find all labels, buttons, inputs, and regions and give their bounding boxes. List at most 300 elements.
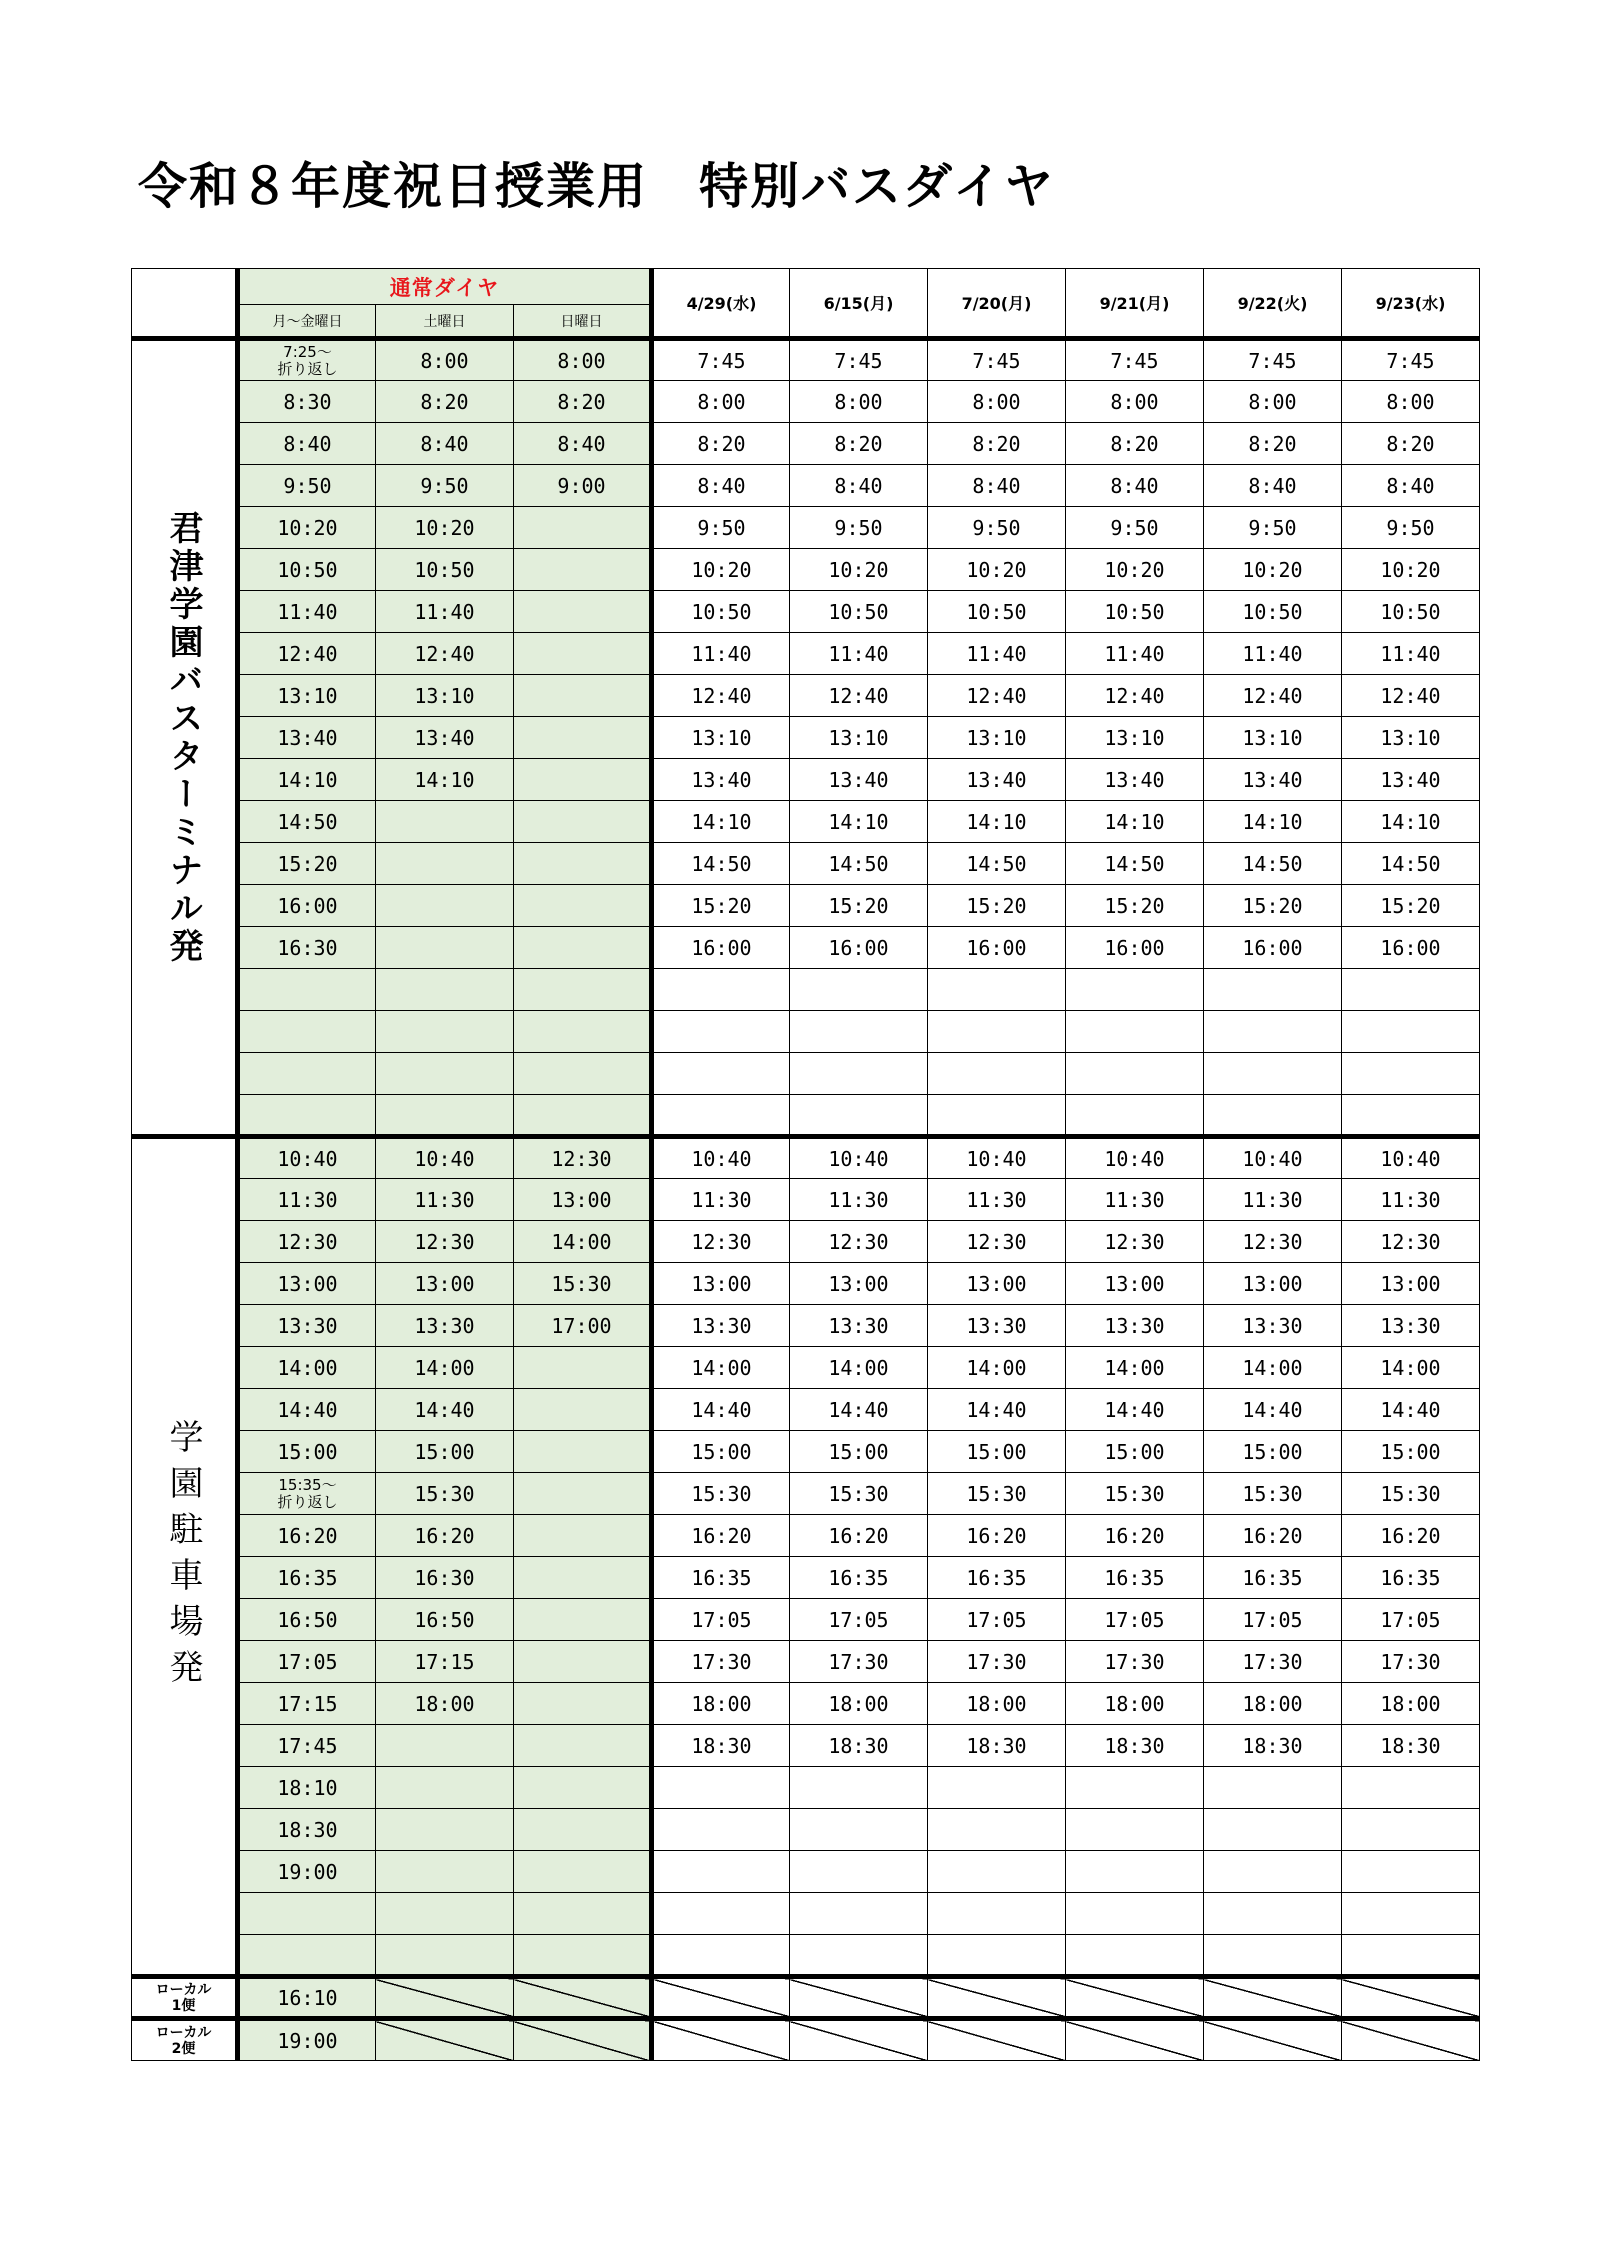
holiday-time-cell: 8:40 — [1204, 465, 1342, 507]
holiday-time-cell: 13:30 — [1342, 1305, 1480, 1347]
holiday-time-cell: 14:10 — [928, 801, 1066, 843]
normal-time-cell — [376, 1767, 514, 1809]
table-row — [132, 1893, 1480, 1935]
table-row — [132, 717, 1480, 759]
holiday-time-cell: 16:35 — [1342, 1557, 1480, 1599]
normal-time-cell — [514, 1515, 652, 1557]
holiday-time-cell: 9:50 — [1342, 507, 1480, 549]
holiday-time-cell: 12:30 — [1342, 1221, 1480, 1263]
holiday-time-cell: 8:20 — [652, 423, 790, 465]
holiday-time-cell — [1204, 1935, 1342, 1977]
holiday-time-cell: 13:40 — [928, 759, 1066, 801]
holiday-time-cell: 17:05 — [652, 1599, 790, 1641]
holiday-time-cell: 10:20 — [790, 549, 928, 591]
holiday-time-cell — [790, 1809, 928, 1851]
holiday-time-cell: 9:50 — [790, 507, 928, 549]
holiday-time-cell: 8:40 — [790, 465, 928, 507]
holiday-time-cell: 8:40 — [1342, 465, 1480, 507]
local-empty-cell — [790, 2019, 928, 2061]
holiday-time-cell: 13:40 — [1066, 759, 1204, 801]
normal-time-cell — [514, 717, 652, 759]
holiday-time-cell — [1204, 1011, 1342, 1053]
holiday-time-cell: 16:20 — [790, 1515, 928, 1557]
holiday-time-cell: 14:10 — [652, 801, 790, 843]
table-row — [132, 1179, 1480, 1221]
local-time-cell: 16:10 — [238, 1977, 376, 2019]
normal-time-cell: 17:00 — [514, 1305, 652, 1347]
holiday-time-cell: 10:20 — [652, 549, 790, 591]
holiday-time-cell — [652, 969, 790, 1011]
normal-time-cell — [514, 507, 652, 549]
holiday-time-cell: 17:30 — [1204, 1641, 1342, 1683]
holiday-time-cell: 16:00 — [652, 927, 790, 969]
normal-time-cell — [376, 969, 514, 1011]
normal-time-cell: 10:50 — [376, 549, 514, 591]
holiday-time-cell: 15:30 — [1204, 1473, 1342, 1515]
holiday-time-cell: 12:40 — [790, 675, 928, 717]
holiday-time-cell: 15:30 — [652, 1473, 790, 1515]
holiday-time-cell: 13:30 — [790, 1305, 928, 1347]
holiday-time-cell — [1204, 1095, 1342, 1137]
holiday-time-cell: 11:30 — [1342, 1179, 1480, 1221]
local-empty-cell — [928, 1977, 1066, 2019]
holiday-time-cell — [1066, 1095, 1204, 1137]
holiday-time-cell: 13:30 — [1204, 1305, 1342, 1347]
header-corner — [132, 269, 238, 339]
normal-time-cell — [514, 1011, 652, 1053]
local-empty-cell — [652, 2019, 790, 2061]
holiday-time-cell: 15:30 — [790, 1473, 928, 1515]
normal-time-cell: 14:00 — [238, 1347, 376, 1389]
local-empty-cell — [928, 2019, 1066, 2061]
holiday-time-cell: 11:40 — [1066, 633, 1204, 675]
holiday-time-cell — [928, 1935, 1066, 1977]
holiday-time-cell: 16:35 — [652, 1557, 790, 1599]
date-header: 6/15(月) — [790, 269, 928, 339]
normal-time-cell: 8:30 — [238, 381, 376, 423]
normal-time-cell: 10:40 — [376, 1137, 514, 1179]
holiday-time-cell — [652, 1935, 790, 1977]
holiday-time-cell: 8:00 — [1204, 381, 1342, 423]
normal-time-cell: 15:20 — [238, 843, 376, 885]
holiday-time-cell — [928, 1053, 1066, 1095]
normal-time-cell — [376, 885, 514, 927]
holiday-time-cell: 16:20 — [1342, 1515, 1480, 1557]
normal-time-cell: 9:50 — [376, 465, 514, 507]
holiday-time-cell: 14:50 — [928, 843, 1066, 885]
holiday-time-cell: 8:00 — [1066, 381, 1204, 423]
holiday-time-cell: 13:40 — [1342, 759, 1480, 801]
normal-time-cell — [376, 1851, 514, 1893]
holiday-time-cell: 10:20 — [1342, 549, 1480, 591]
normal-time-cell: 14:00 — [376, 1347, 514, 1389]
normal-time-cell — [514, 801, 652, 843]
holiday-time-cell: 8:00 — [790, 381, 928, 423]
holiday-time-cell: 9:50 — [928, 507, 1066, 549]
normal-time-cell — [376, 843, 514, 885]
table-row — [132, 339, 1480, 381]
holiday-time-cell: 12:30 — [652, 1221, 790, 1263]
holiday-time-cell — [1342, 1011, 1480, 1053]
table-row — [132, 1473, 1480, 1515]
holiday-time-cell: 8:00 — [1342, 381, 1480, 423]
date-header: 9/21(月) — [1066, 269, 1204, 339]
normal-time-cell — [376, 801, 514, 843]
holiday-time-cell: 17:30 — [1342, 1641, 1480, 1683]
normal-time-cell: 13:40 — [238, 717, 376, 759]
holiday-time-cell: 12:30 — [928, 1221, 1066, 1263]
holiday-time-cell — [1342, 1893, 1480, 1935]
table-row — [132, 885, 1480, 927]
holiday-time-cell: 11:30 — [652, 1179, 790, 1221]
holiday-time-cell — [1342, 1767, 1480, 1809]
holiday-time-cell: 13:00 — [790, 1263, 928, 1305]
holiday-time-cell — [1066, 969, 1204, 1011]
holiday-time-cell: 11:40 — [928, 633, 1066, 675]
normal-time-cell: 13:30 — [238, 1305, 376, 1347]
holiday-time-cell: 14:00 — [1342, 1347, 1480, 1389]
holiday-time-cell — [1342, 1095, 1480, 1137]
normal-time-cell — [514, 1851, 652, 1893]
holiday-time-cell: 16:35 — [1066, 1557, 1204, 1599]
table-row — [132, 969, 1480, 1011]
local-empty-cell — [376, 1977, 514, 2019]
holiday-time-cell: 16:00 — [790, 927, 928, 969]
holiday-time-cell: 14:10 — [1204, 801, 1342, 843]
holiday-time-cell — [1342, 1935, 1480, 1977]
holiday-time-cell — [1342, 969, 1480, 1011]
holiday-time-cell: 10:20 — [1204, 549, 1342, 591]
holiday-time-cell: 16:00 — [928, 927, 1066, 969]
normal-time-cell — [376, 1935, 514, 1977]
normal-time-cell — [514, 1683, 652, 1725]
holiday-time-cell: 14:00 — [1204, 1347, 1342, 1389]
holiday-time-cell: 13:30 — [928, 1305, 1066, 1347]
holiday-time-cell: 16:35 — [928, 1557, 1066, 1599]
holiday-time-cell: 12:30 — [1204, 1221, 1342, 1263]
holiday-time-cell: 7:45 — [652, 339, 790, 381]
holiday-time-cell: 8:20 — [1066, 423, 1204, 465]
holiday-time-cell — [1342, 1851, 1480, 1893]
holiday-time-cell — [1204, 1851, 1342, 1893]
holiday-time-cell: 13:10 — [1342, 717, 1480, 759]
normal-time-cell: 17:05 — [238, 1641, 376, 1683]
holiday-time-cell — [1066, 1935, 1204, 1977]
table-row — [132, 843, 1480, 885]
section-label-text: 学園駐車場発 — [163, 1418, 203, 1695]
table-row — [132, 1011, 1480, 1053]
holiday-time-cell — [1066, 1767, 1204, 1809]
normal-time-cell — [514, 927, 652, 969]
holiday-time-cell: 16:35 — [1204, 1557, 1342, 1599]
holiday-time-cell: 9:50 — [1066, 507, 1204, 549]
normal-time-cell: 11:40 — [238, 591, 376, 633]
holiday-time-cell: 7:45 — [1342, 339, 1480, 381]
holiday-time-cell: 13:00 — [1342, 1263, 1480, 1305]
table-row — [132, 1263, 1480, 1305]
normal-time-cell — [238, 1053, 376, 1095]
normal-time-cell — [376, 1011, 514, 1053]
table-row — [132, 1767, 1480, 1809]
holiday-time-cell — [652, 1893, 790, 1935]
holiday-time-cell: 14:10 — [1342, 801, 1480, 843]
holiday-time-cell: 7:45 — [1066, 339, 1204, 381]
holiday-time-cell: 8:20 — [928, 423, 1066, 465]
holiday-time-cell: 10:40 — [1342, 1137, 1480, 1179]
normal-time-cell: 8:40 — [376, 423, 514, 465]
day-type-header: 日曜日 — [514, 305, 652, 339]
holiday-time-cell: 15:20 — [1066, 885, 1204, 927]
holiday-time-cell: 18:00 — [652, 1683, 790, 1725]
normal-time-cell: 13:10 — [238, 675, 376, 717]
normal-time-cell: 16:50 — [376, 1599, 514, 1641]
holiday-time-cell: 7:45 — [1204, 339, 1342, 381]
holiday-time-cell: 15:20 — [790, 885, 928, 927]
holiday-time-cell — [652, 1809, 790, 1851]
holiday-time-cell: 12:40 — [652, 675, 790, 717]
holiday-time-cell: 16:20 — [928, 1515, 1066, 1557]
holiday-time-cell — [928, 1011, 1066, 1053]
table-row — [132, 1641, 1480, 1683]
bus-timetable — [131, 268, 1480, 2061]
normal-time-cell: 18:00 — [376, 1683, 514, 1725]
holiday-time-cell: 10:40 — [652, 1137, 790, 1179]
local-empty-cell — [1066, 2019, 1204, 2061]
holiday-time-cell: 10:50 — [1204, 591, 1342, 633]
normal-time-cell: 8:40 — [238, 423, 376, 465]
holiday-time-cell — [928, 1809, 1066, 1851]
holiday-time-cell — [1204, 1053, 1342, 1095]
table-row — [132, 1221, 1480, 1263]
holiday-time-cell: 10:50 — [928, 591, 1066, 633]
holiday-time-cell: 15:00 — [928, 1431, 1066, 1473]
table-row — [132, 381, 1480, 423]
holiday-time-cell: 14:00 — [1066, 1347, 1204, 1389]
holiday-time-cell: 17:05 — [790, 1599, 928, 1641]
holiday-time-cell: 15:20 — [1342, 885, 1480, 927]
normal-time-cell: 14:10 — [238, 759, 376, 801]
holiday-time-cell: 14:40 — [928, 1389, 1066, 1431]
normal-time-cell: 9:50 — [238, 465, 376, 507]
holiday-time-cell: 16:00 — [1342, 927, 1480, 969]
holiday-time-cell: 11:30 — [790, 1179, 928, 1221]
normal-time-cell — [514, 1431, 652, 1473]
holiday-time-cell: 7:45 — [928, 339, 1066, 381]
normal-time-cell: 8:20 — [514, 381, 652, 423]
holiday-time-cell: 9:50 — [1204, 507, 1342, 549]
date-header: 9/23(水) — [1342, 269, 1480, 339]
normal-time-cell — [514, 1893, 652, 1935]
normal-time-cell: 17:15 — [376, 1641, 514, 1683]
normal-time-cell: 12:30 — [238, 1221, 376, 1263]
holiday-time-cell — [652, 1095, 790, 1137]
holiday-time-cell: 11:30 — [1204, 1179, 1342, 1221]
normal-time-cell — [514, 969, 652, 1011]
normal-time-cell: 16:30 — [376, 1557, 514, 1599]
page-title: 令和８年度祝日授業用 特別バスダイヤ — [138, 158, 1056, 215]
holiday-time-cell: 16:20 — [1066, 1515, 1204, 1557]
holiday-time-cell — [928, 1851, 1066, 1893]
normal-time-cell: 13:10 — [376, 675, 514, 717]
table-row — [132, 1053, 1480, 1095]
normal-time-cell — [514, 549, 652, 591]
normal-time-cell: 13:00 — [514, 1179, 652, 1221]
holiday-time-cell — [790, 1767, 928, 1809]
day-type-header: 月～金曜日 — [238, 305, 376, 339]
table-row — [132, 1515, 1480, 1557]
holiday-time-cell — [928, 1095, 1066, 1137]
normal-time-cell: 19:00 — [238, 1851, 376, 1893]
holiday-time-cell — [928, 1767, 1066, 1809]
normal-time-cell: 13:00 — [238, 1263, 376, 1305]
normal-time-cell: 10:40 — [238, 1137, 376, 1179]
section-label-terminal — [132, 339, 238, 1137]
normal-time-cell — [514, 885, 652, 927]
holiday-time-cell: 13:00 — [928, 1263, 1066, 1305]
table-row — [132, 801, 1480, 843]
local-empty-cell — [1066, 1977, 1204, 2019]
holiday-time-cell: 8:40 — [928, 465, 1066, 507]
holiday-time-cell: 18:00 — [790, 1683, 928, 1725]
holiday-time-cell: 8:20 — [1204, 423, 1342, 465]
holiday-time-cell: 8:20 — [1342, 423, 1480, 465]
holiday-time-cell: 15:20 — [928, 885, 1066, 927]
holiday-time-cell: 13:10 — [790, 717, 928, 759]
holiday-time-cell: 14:00 — [790, 1347, 928, 1389]
local-empty-cell — [1342, 1977, 1480, 2019]
normal-time-cell: 14:10 — [376, 759, 514, 801]
normal-time-cell — [238, 969, 376, 1011]
holiday-time-cell: 17:05 — [928, 1599, 1066, 1641]
holiday-time-cell: 13:10 — [1066, 717, 1204, 759]
holiday-time-cell: 8:40 — [652, 465, 790, 507]
local-empty-cell — [790, 1977, 928, 2019]
holiday-time-cell: 7:45 — [790, 339, 928, 381]
holiday-time-cell: 11:30 — [928, 1179, 1066, 1221]
holiday-time-cell: 14:10 — [1066, 801, 1204, 843]
normal-time-cell: 9:00 — [514, 465, 652, 507]
holiday-time-cell — [790, 1053, 928, 1095]
table-row — [132, 1137, 1480, 1179]
holiday-time-cell: 16:00 — [1066, 927, 1204, 969]
local-empty-cell — [376, 2019, 514, 2061]
table-row — [132, 1599, 1480, 1641]
normal-time-cell: 14:40 — [238, 1389, 376, 1431]
table-row — [132, 1809, 1480, 1851]
holiday-time-cell: 14:50 — [652, 843, 790, 885]
table-row — [132, 675, 1480, 717]
table-row — [132, 1725, 1480, 1767]
holiday-time-cell: 10:50 — [652, 591, 790, 633]
normal-time-cell — [514, 1557, 652, 1599]
holiday-time-cell: 10:20 — [1066, 549, 1204, 591]
normal-time-cell — [238, 1095, 376, 1137]
normal-time-cell — [514, 633, 652, 675]
table-row — [132, 759, 1480, 801]
local-row — [132, 2019, 1480, 2061]
local-label: ローカル 1便 — [132, 1977, 238, 2019]
holiday-time-cell: 18:30 — [790, 1725, 928, 1767]
holiday-time-cell: 13:00 — [1066, 1263, 1204, 1305]
normal-time-cell: 13:40 — [376, 717, 514, 759]
table-row — [132, 591, 1480, 633]
normal-time-cell: 17:45 — [238, 1725, 376, 1767]
holiday-time-cell — [1066, 1809, 1204, 1851]
holiday-time-cell — [1342, 1053, 1480, 1095]
normal-time-cell: 16:35 — [238, 1557, 376, 1599]
normal-time-cell — [514, 591, 652, 633]
table-row — [132, 1557, 1480, 1599]
holiday-time-cell: 8:20 — [790, 423, 928, 465]
table-row — [132, 1851, 1480, 1893]
holiday-time-cell: 18:00 — [1342, 1683, 1480, 1725]
holiday-time-cell — [790, 1935, 928, 1977]
local-empty-cell — [652, 1977, 790, 2019]
holiday-time-cell — [1342, 1809, 1480, 1851]
holiday-time-cell: 10:40 — [1066, 1137, 1204, 1179]
table-row — [132, 1347, 1480, 1389]
holiday-time-cell — [928, 1893, 1066, 1935]
holiday-time-cell: 12:30 — [1066, 1221, 1204, 1263]
holiday-time-cell: 11:40 — [652, 633, 790, 675]
holiday-time-cell — [928, 969, 1066, 1011]
holiday-time-cell: 17:30 — [652, 1641, 790, 1683]
normal-time-cell: 12:30 — [376, 1221, 514, 1263]
holiday-time-cell: 15:00 — [790, 1431, 928, 1473]
holiday-time-cell: 15:20 — [652, 885, 790, 927]
holiday-time-cell: 17:30 — [790, 1641, 928, 1683]
table-row — [132, 549, 1480, 591]
normal-time-cell: 14:00 — [514, 1221, 652, 1263]
normal-time-cell — [238, 1893, 376, 1935]
holiday-time-cell: 13:40 — [1204, 759, 1342, 801]
table-row — [132, 507, 1480, 549]
holiday-time-cell: 14:00 — [928, 1347, 1066, 1389]
holiday-time-cell: 18:30 — [652, 1725, 790, 1767]
holiday-time-cell: 13:40 — [790, 759, 928, 801]
holiday-time-cell: 18:00 — [1204, 1683, 1342, 1725]
holiday-time-cell: 10:50 — [790, 591, 928, 633]
normal-time-cell: 12:40 — [238, 633, 376, 675]
holiday-time-cell: 15:20 — [1204, 885, 1342, 927]
holiday-time-cell: 12:30 — [790, 1221, 928, 1263]
normal-time-cell — [514, 843, 652, 885]
table-row — [132, 423, 1480, 465]
normal-time-cell — [376, 927, 514, 969]
normal-time-cell: 16:00 — [238, 885, 376, 927]
holiday-time-cell: 14:50 — [1204, 843, 1342, 885]
table-row — [132, 1095, 1480, 1137]
normal-time-cell — [514, 1347, 652, 1389]
holiday-time-cell — [652, 1767, 790, 1809]
local-empty-cell — [514, 2019, 652, 2061]
holiday-time-cell — [790, 1095, 928, 1137]
normal-time-cell — [376, 1053, 514, 1095]
table-row — [132, 1389, 1480, 1431]
holiday-time-cell: 11:40 — [790, 633, 928, 675]
holiday-time-cell: 12:40 — [928, 675, 1066, 717]
holiday-time-cell: 16:20 — [1204, 1515, 1342, 1557]
normal-time-cell: 18:10 — [238, 1767, 376, 1809]
normal-time-cell: 8:20 — [376, 381, 514, 423]
holiday-time-cell: 18:00 — [928, 1683, 1066, 1725]
local-empty-cell — [1204, 2019, 1342, 2061]
holiday-time-cell — [652, 1053, 790, 1095]
normal-time-cell: 13:30 — [376, 1305, 514, 1347]
holiday-time-cell: 11:40 — [1342, 633, 1480, 675]
normal-time-cell — [376, 1725, 514, 1767]
normal-time-cell — [514, 759, 652, 801]
